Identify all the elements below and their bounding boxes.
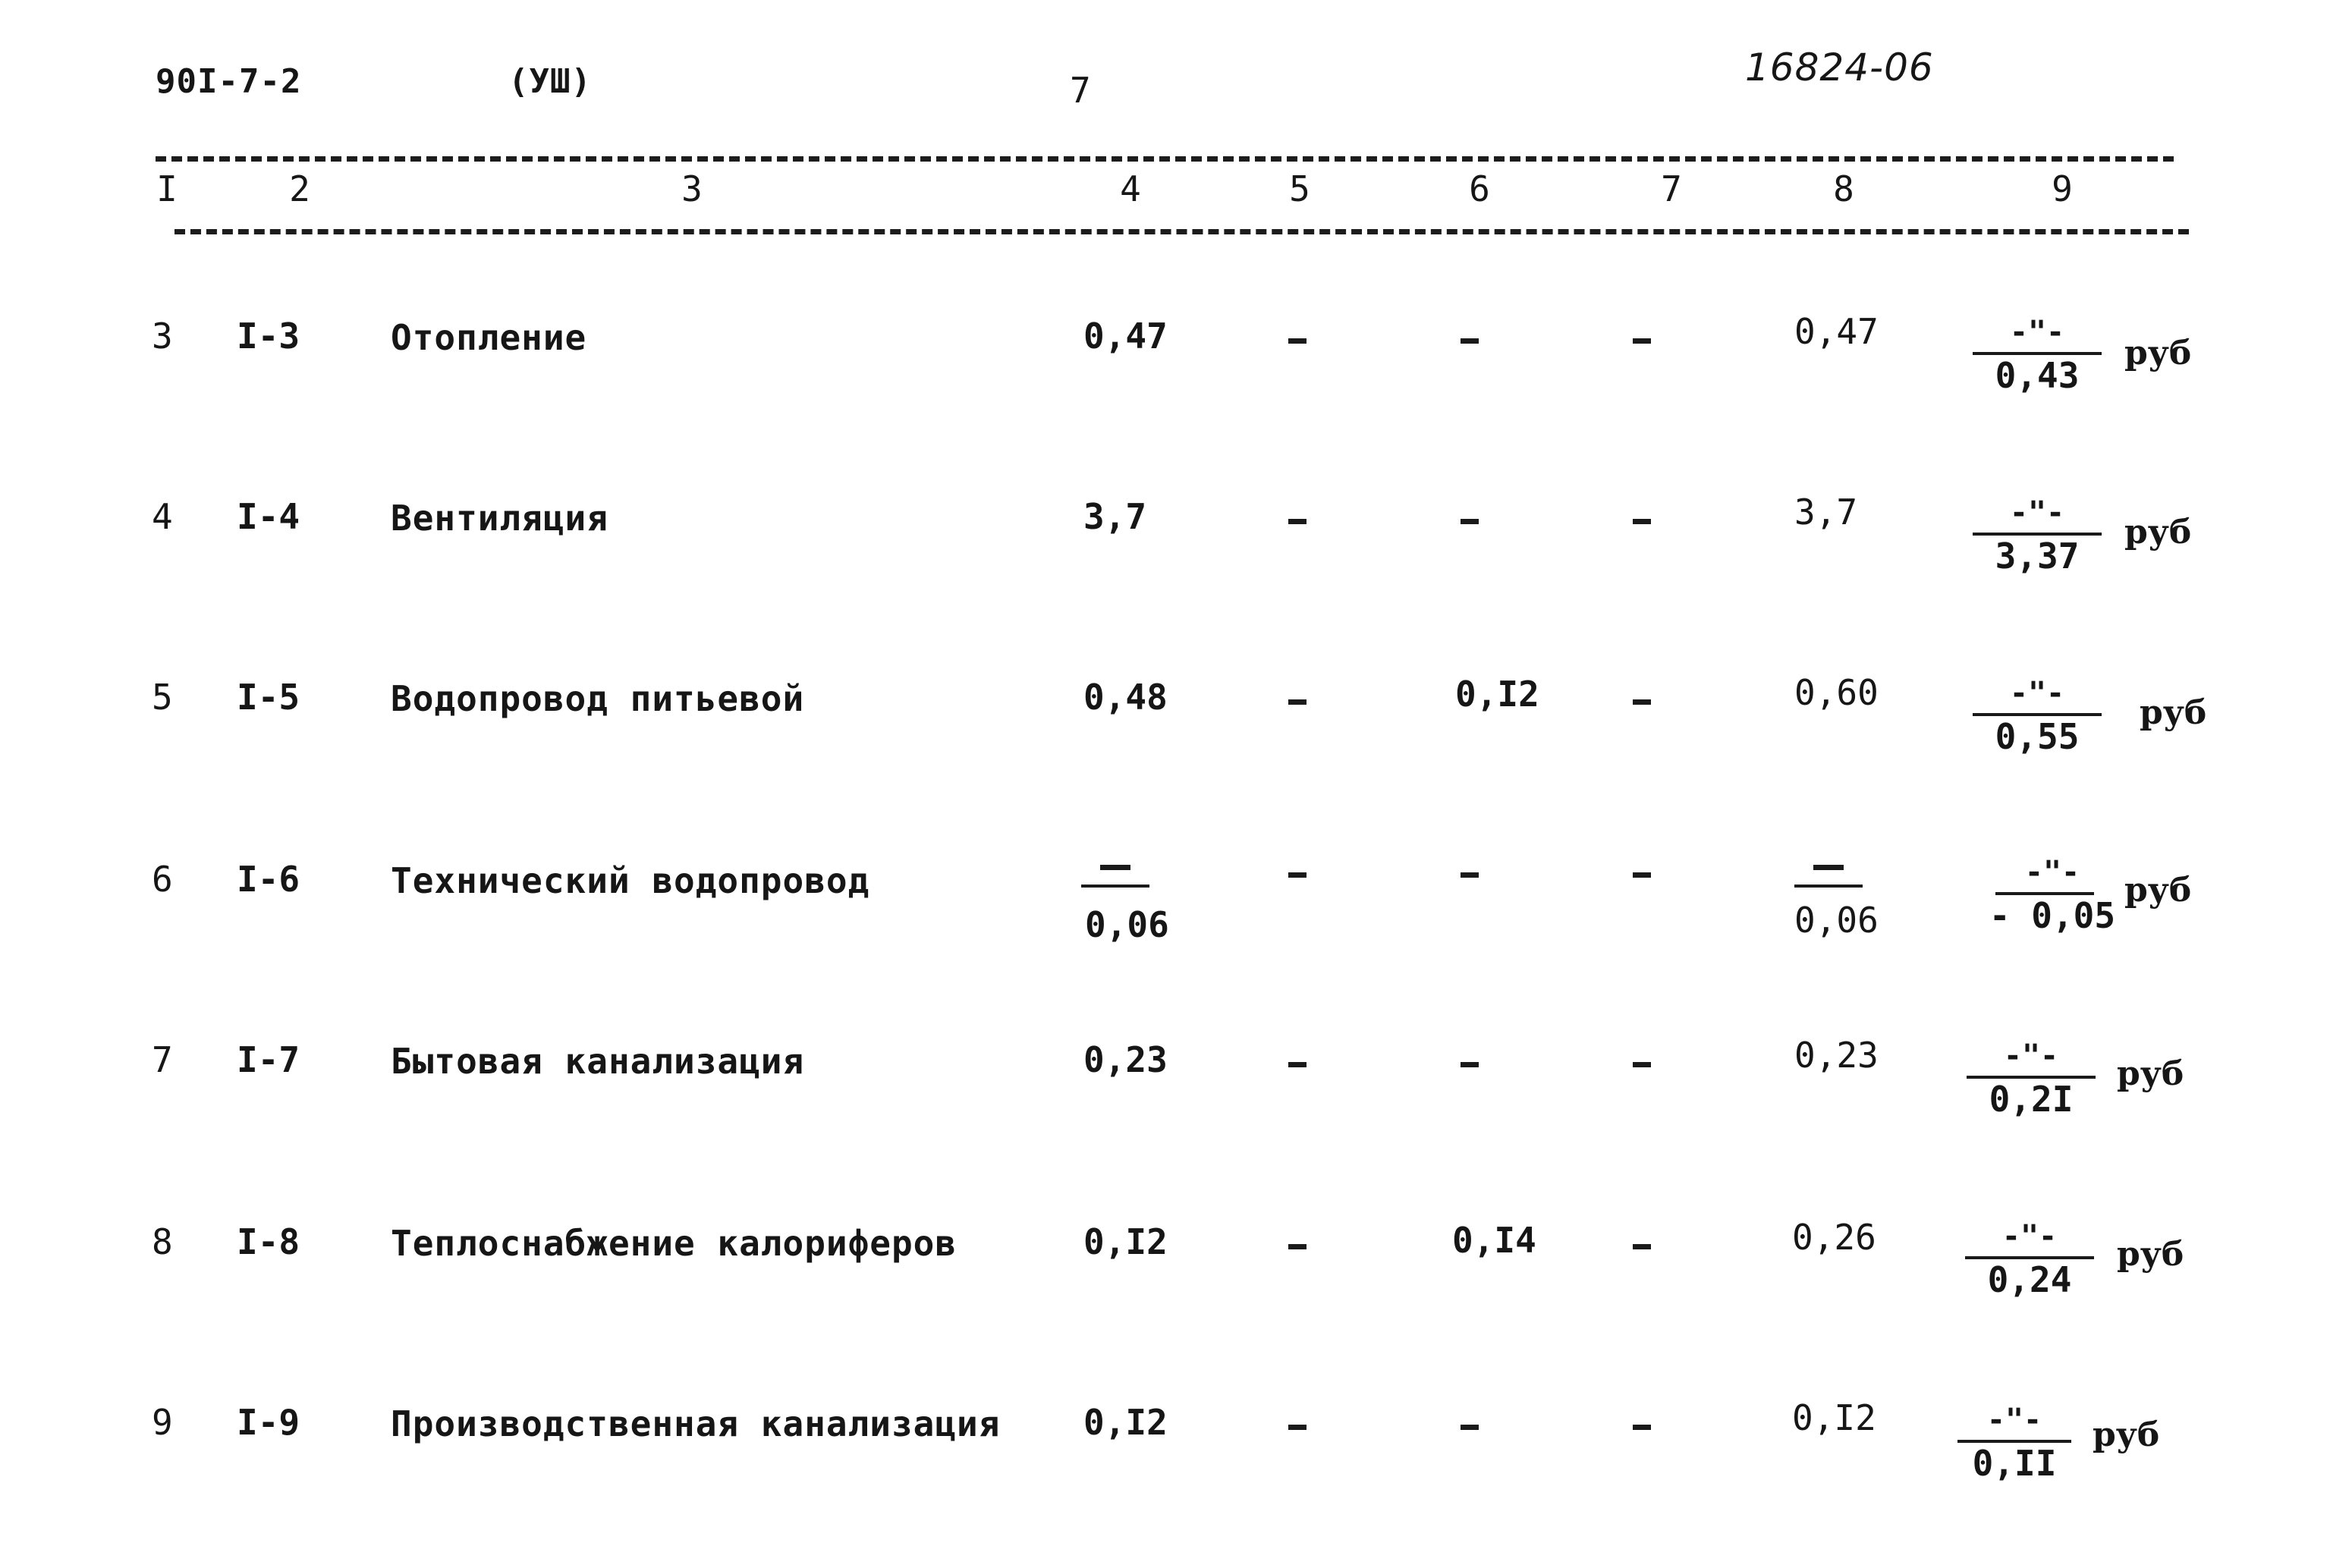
col4-value: 0,I2 (1083, 1402, 1168, 1443)
column-number-1: I (156, 168, 178, 209)
col8-value: 0,23 (1794, 1035, 1879, 1076)
row-number: 8 (152, 1221, 173, 1262)
currency-unit: руб (2124, 334, 2192, 372)
col4-fraction (1081, 865, 1149, 891)
row-number: 6 (152, 859, 173, 900)
col4-top-dash (1100, 865, 1130, 870)
col4-value: 0,23 (1083, 1039, 1168, 1080)
ditto-mark: -"- (2009, 315, 2065, 350)
col5-dash (1288, 519, 1306, 524)
col6-dash (1461, 1425, 1479, 1430)
header-rule-top (156, 156, 2174, 162)
col9-value: 0,2I (1989, 1079, 2074, 1120)
page-number: 7 (1070, 70, 1092, 111)
col4-value: 0,06 (1085, 904, 1169, 945)
currency-unit: руб (2117, 1054, 2184, 1093)
row-number: 4 (152, 496, 173, 537)
col5-dash (1288, 338, 1306, 344)
header-rule-bottom (175, 229, 2189, 234)
column-number-2: 2 (289, 168, 310, 209)
row-name: Отопление (391, 317, 587, 358)
col8-value: 3,7 (1794, 492, 1858, 533)
ditto-mark: -"- (2024, 855, 2080, 890)
row-number: 3 (152, 316, 173, 357)
row-name: Технический водопровод (391, 860, 870, 901)
currency-unit: руб (2140, 693, 2207, 732)
ditto-mark: -"- (2009, 676, 2065, 711)
col7-dash (1633, 1425, 1651, 1430)
col5-dash (1288, 872, 1306, 878)
col6-dash (1461, 519, 1479, 524)
col5-dash (1288, 699, 1306, 705)
col6-value: 0,I2 (1455, 674, 1539, 715)
col8-value: 0,47 (1794, 311, 1879, 352)
col4-value: 0,I2 (1083, 1221, 1168, 1262)
col7-dash (1633, 338, 1651, 344)
col9-fraction (1965, 1219, 2094, 1300)
col9-fraction (1967, 1039, 2096, 1120)
col7-dash (1633, 1244, 1651, 1249)
row-code: I-5 (237, 677, 300, 718)
ditto-mark: -"- (2009, 495, 2065, 530)
column-number-7: 7 (1661, 168, 1682, 209)
ditto-mark: -"- (1986, 1403, 2042, 1438)
col6-value: 0,I4 (1452, 1220, 1536, 1261)
col9-value: 0,24 (1987, 1259, 2072, 1300)
row-code: I-6 (237, 859, 300, 900)
row-name: Теплоснабжение калориферов (391, 1223, 957, 1264)
col8-value: 0,26 (1792, 1217, 1876, 1258)
col7-dash (1633, 872, 1651, 878)
col7-dash (1633, 1062, 1651, 1067)
column-number-8: 8 (1833, 168, 1854, 209)
row-number: 7 (152, 1039, 173, 1080)
row-name: Бытовая канализация (391, 1041, 805, 1082)
row-code: I-8 (237, 1221, 300, 1262)
row-code: I-9 (237, 1402, 300, 1443)
column-number-4: 4 (1120, 168, 1141, 209)
row-name: Производственная канализация (391, 1403, 1001, 1444)
col8-fraction (1794, 865, 1863, 891)
col8-value: 0,06 (1794, 900, 1879, 941)
col9-value: 0,55 (1995, 716, 2080, 757)
row-code: I-3 (237, 316, 300, 357)
currency-unit: руб (2124, 871, 2192, 910)
section-label: (УШ) (508, 62, 592, 101)
col9-value: - 0,05 (1989, 895, 2116, 936)
row-number: 9 (152, 1402, 173, 1443)
col4-value: 0,47 (1083, 316, 1168, 357)
row-name: Водопровод питьевой (391, 678, 805, 719)
col9-fraction (1973, 676, 2102, 757)
col5-dash (1288, 1062, 1306, 1067)
col7-dash (1633, 699, 1651, 705)
col4-value: 0,48 (1083, 677, 1168, 718)
ditto-mark: -"- (2001, 1219, 2058, 1254)
col9-fraction (1957, 1403, 2071, 1484)
col9-fraction (1980, 855, 2124, 936)
col6-dash (1461, 1062, 1479, 1067)
col5-dash (1288, 1425, 1306, 1430)
fraction-line (1794, 885, 1863, 888)
col9-value: 3,37 (1995, 536, 2080, 577)
col8-top-dash (1813, 865, 1844, 870)
col9-fraction (1973, 495, 2102, 577)
document-code: 90I-7-2 (156, 62, 302, 101)
row-name: Вентиляция (391, 498, 608, 539)
col9-value: 0,II (1972, 1443, 2057, 1484)
col8-value: 0,60 (1794, 672, 1879, 713)
row-code: I-7 (237, 1039, 300, 1080)
column-number-5: 5 (1289, 168, 1310, 209)
fraction-line (1081, 885, 1149, 888)
column-number-9: 9 (2052, 168, 2073, 209)
col9-fraction (1973, 315, 2102, 396)
row-number: 5 (152, 677, 173, 718)
currency-unit: руб (2124, 513, 2192, 551)
column-number-3: 3 (681, 168, 703, 209)
inventory-number: 16824-06 (1745, 46, 1934, 90)
row-code: I-4 (237, 496, 300, 537)
col9-value: 0,43 (1995, 355, 2080, 396)
col6-dash (1461, 338, 1479, 344)
col8-value: 0,I2 (1792, 1397, 1876, 1438)
col4-value: 3,7 (1083, 496, 1147, 537)
currency-unit: руб (2093, 1416, 2160, 1454)
col6-dash (1461, 872, 1479, 878)
col5-dash (1288, 1244, 1306, 1249)
ditto-mark: -"- (2003, 1039, 2059, 1073)
col7-dash (1633, 519, 1651, 524)
currency-unit: руб (2117, 1235, 2184, 1274)
column-number-6: 6 (1469, 168, 1490, 209)
